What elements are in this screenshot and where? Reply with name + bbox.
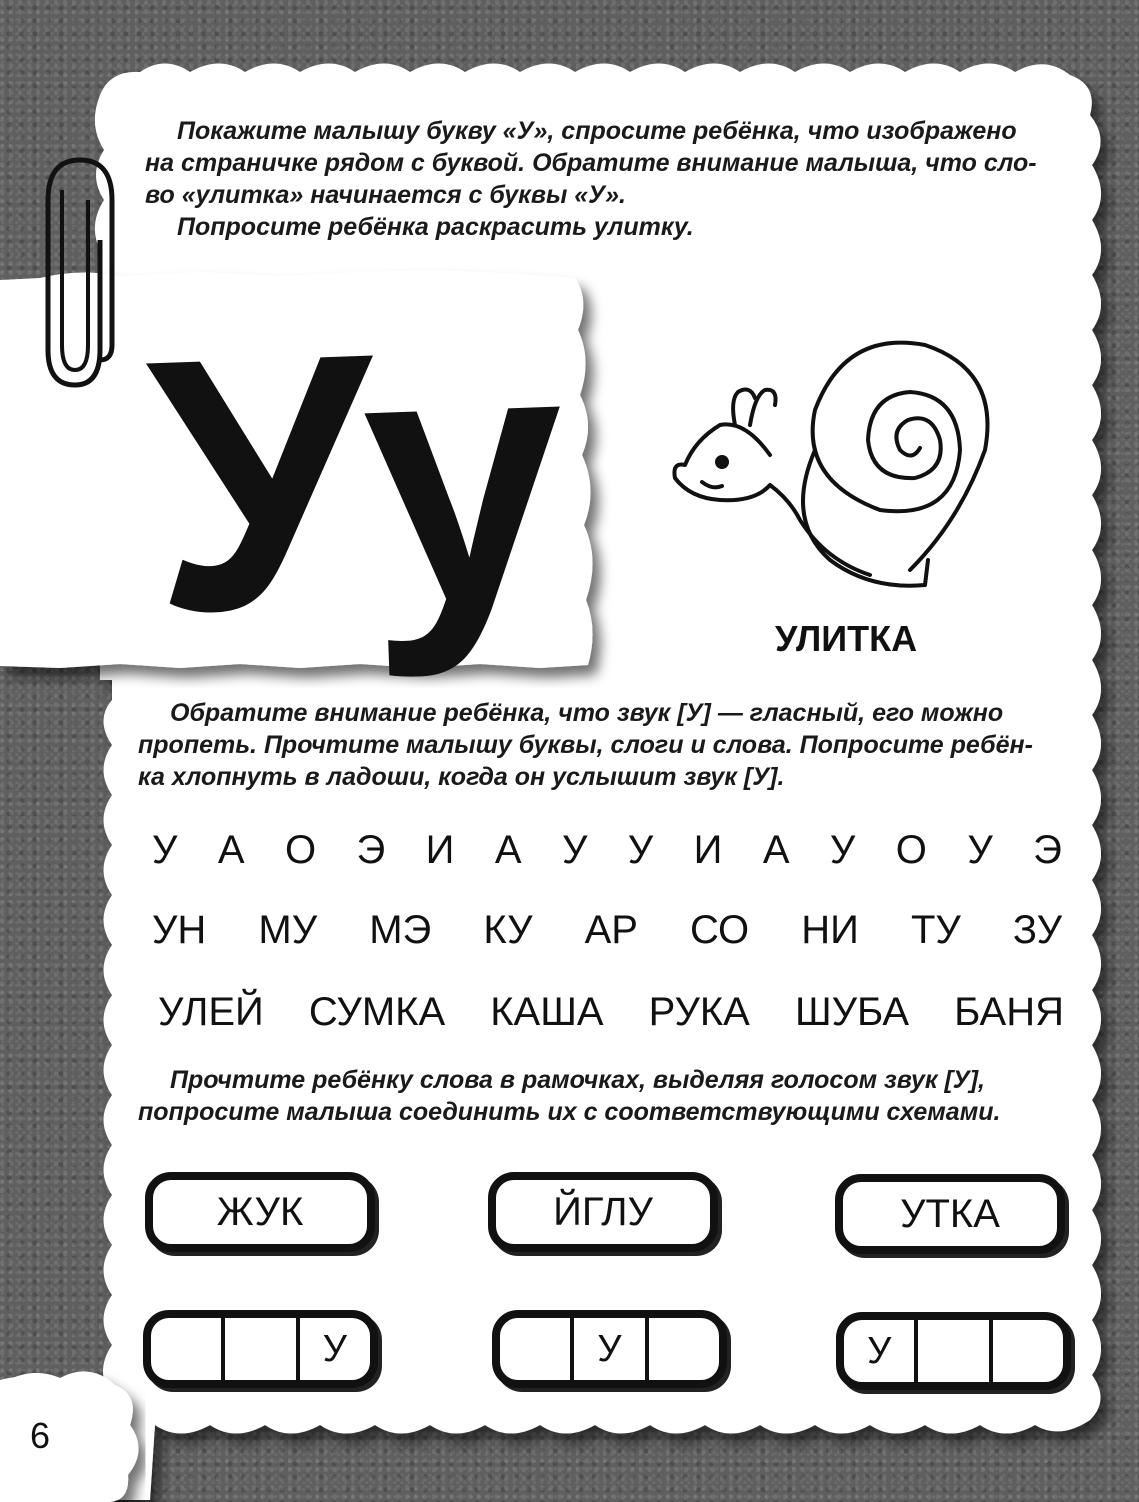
word-item: КАША	[490, 990, 604, 1034]
snail-label: УЛИТКА	[775, 618, 918, 659]
syllable-item: УН	[152, 908, 207, 952]
scheme-cell: У	[570, 1318, 644, 1380]
word-item: БАНЯ	[954, 990, 1064, 1034]
intro-line: Попросите ребёнка раскрасить улитку.	[177, 213, 694, 241]
frames-instruction	[138, 1064, 1000, 1128]
instruction-line: Обратите внимание ребёнка, что звук [У] — гласный, его можно	[170, 699, 1004, 727]
big-letter-display	[143, 272, 562, 688]
instruction-line: Прочтите ребёнку слова в рамочках, выделяя голосом звук [У],	[170, 1066, 986, 1094]
letter-item: А	[762, 828, 790, 872]
sound-instruction	[138, 697, 1033, 793]
letter-item: А	[217, 828, 245, 872]
syllable-item: НИ	[801, 908, 859, 952]
syllable-item: МЭ	[369, 908, 432, 952]
word-frame-zhuk[interactable]	[145, 1172, 375, 1252]
sound-scheme-end[interactable]	[143, 1310, 378, 1388]
scheme-cell: У	[867, 1329, 892, 1372]
intro-line: Покажите малышу букву «У», спросите ребёнка, что изображено	[177, 117, 1017, 145]
syllable-item: ЗУ	[1012, 908, 1062, 952]
sound-scheme-middle[interactable]	[492, 1310, 727, 1388]
word-item: УЛЕЙ	[158, 990, 264, 1034]
syllable-item: СО	[690, 908, 750, 952]
letter-item: У	[829, 828, 856, 872]
letter-item: О	[284, 828, 317, 872]
intro-paragraph	[145, 115, 1037, 243]
letter-item: У	[152, 828, 178, 872]
scheme-cell	[221, 1318, 295, 1380]
words-row	[158, 990, 1064, 1034]
letter-item: И	[693, 828, 723, 872]
letter-item: У	[967, 828, 993, 872]
instruction-line: ка хлопнуть в ладоши, когда он услышит звук [У].	[138, 763, 785, 791]
page-number: 6	[30, 1415, 51, 1456]
instruction-line: пропеть. Прочтите малышу буквы, слоги и слова. Попросите ребён-	[138, 731, 1033, 759]
letters-row	[152, 828, 1062, 872]
scheme-cell	[645, 1318, 719, 1380]
frame-word: УТКА	[900, 1191, 1000, 1236]
big-letter-upper: У	[143, 278, 371, 688]
letter-item: А	[494, 828, 522, 872]
word-item: РУКА	[648, 990, 750, 1034]
page-number-corner	[0, 1371, 139, 1502]
letter-item: Э	[356, 828, 386, 872]
intro-line: во «улитка» начинается с буквы «У».	[145, 181, 626, 209]
instruction-line: попросите малыша соединить их с соответствующими схемами.	[138, 1098, 1001, 1126]
scheme-cell	[914, 1320, 988, 1382]
word-frame-iglu[interactable]	[488, 1172, 718, 1252]
letter-item: И	[425, 828, 455, 872]
syllable-item: МУ	[258, 908, 318, 952]
syllable-item: КУ	[483, 908, 533, 952]
syllable-item: ТУ	[910, 908, 961, 952]
word-frame-utka[interactable]	[835, 1174, 1065, 1254]
word-item: СУМКА	[308, 990, 446, 1034]
scheme-cell	[989, 1320, 1063, 1382]
letter-item: У	[561, 828, 588, 872]
syllables-row	[152, 908, 1062, 952]
scheme-cell: У	[296, 1318, 370, 1380]
word-item: ШУБА	[794, 990, 910, 1034]
frame-word: ЙГЛУ	[553, 1189, 653, 1234]
big-letter-lower: у	[356, 272, 562, 681]
frame-word: ЖУК	[216, 1189, 304, 1234]
letter-item: О	[895, 828, 927, 872]
letter-item: У	[627, 828, 654, 872]
intro-line: на страничке рядом с буквой. Обратите внимание малыша, что сло-	[145, 149, 1037, 177]
sound-scheme-start[interactable]	[836, 1312, 1071, 1390]
scheme-cell	[151, 1318, 221, 1380]
letter-item: Э	[1033, 828, 1062, 872]
scheme-cell	[500, 1318, 570, 1380]
syllable-item: АР	[584, 908, 638, 952]
